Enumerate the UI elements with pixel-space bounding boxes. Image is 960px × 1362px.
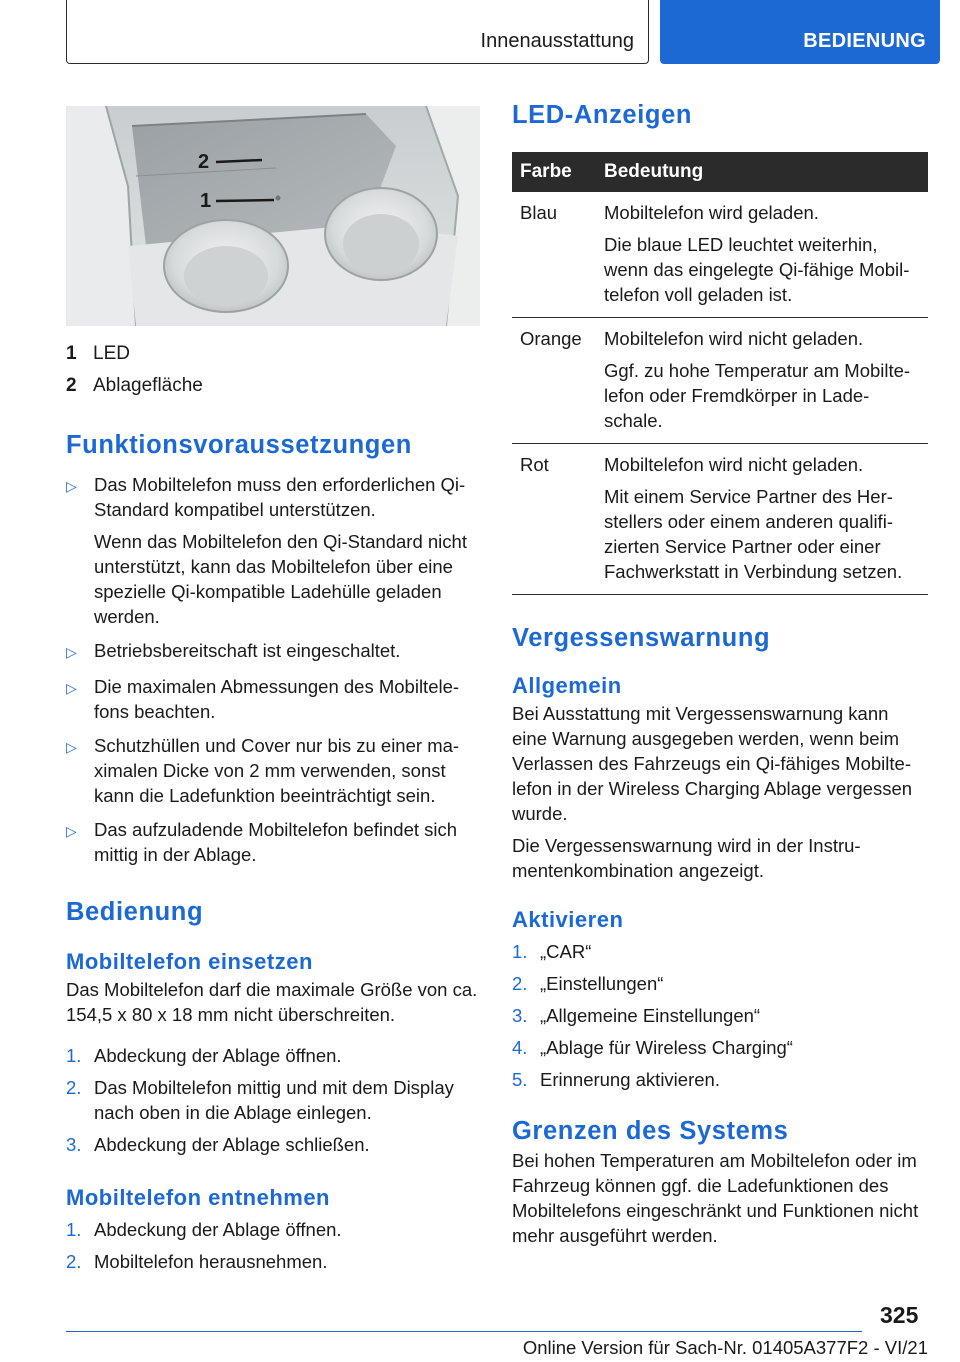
right-column [512,98,928,1248]
table-cell-meaning [596,444,928,595]
charging-tray-illustration [66,106,480,326]
step-text: Abdeckung der Ablage öffnen. [94,1045,342,1066]
table-cell-color: Orange [512,318,596,444]
meaning-line: Ggf. zu hohe Temperatur am Mobiltelefon oder Fremdkörper in Ladeschale. [604,360,911,431]
step-text: „Einstellungen“ [540,973,664,994]
list-item [66,472,480,629]
table-cell-color: Rot [512,444,596,595]
heading-grenzen-des-systems: Grenzen des Systems [512,1117,789,1145]
triangle-bullet-icon: ▷ [66,823,77,839]
list-item [66,638,480,665]
body-paragraph: Die Vergessenswarnung wird in der Instrumentenkombination angezeigt. [512,835,861,881]
body-paragraph: Bei hohen Temperaturen am Mobiltelefon oder im Fahrzeug können ggf. die Ladefunktionen des Mobiltelefons eingeschränkt und Funktionen nicht mehr ausgeführt werden. [512,1150,919,1246]
table-row [512,444,928,595]
step-number: 3. [512,1005,528,1026]
step-number: 1. [512,941,528,962]
step-text: Abdeckung der Ablage schließen. [94,1134,370,1155]
list-item [512,939,928,964]
callout-label: 2 [198,151,210,173]
step-text: Erinnerung aktivieren. [540,1069,720,1090]
table-row [512,192,928,318]
header-chapter-title: BEDIENUNG [803,30,926,52]
step-text: Das Mobiltelefon mittig und mit dem Display nach oben in die Ablage einlegen. [94,1077,454,1123]
step-text: Mobiltelefon herausnehmen. [94,1251,328,1272]
caption-number: 1 [66,343,77,364]
charging-tray-photo [66,106,480,326]
insert-steps-list [66,1043,480,1157]
step-number: 3. [66,1134,82,1155]
heading-bedienung: Bedienung [66,898,204,926]
step-number: 5. [512,1069,528,1090]
list-item-text: Das Mobiltelefon muss den erforderlichen Qi-Standard kompatibel unterstützen. [94,474,466,520]
list-item [66,1217,480,1242]
step-number: 1. [66,1219,82,1240]
left-column [66,338,480,1274]
table-cell-color: Blau [512,192,596,318]
meaning-line: Mobiltelefon wird nicht geladen. [604,328,864,349]
remove-steps-list [66,1217,480,1274]
list-item [66,674,480,724]
heading-allgemein: Allgemein [512,673,622,698]
list-item [66,733,480,808]
list-item [512,1035,928,1060]
meaning-line: Die blaue LED leuchtet weiterhin, wenn das eingelegte Qi-fähige Mobiltelefon voll geladen ist. [604,234,910,305]
list-item-text: Das aufzuladende Mobiltelefon befindet sich mittig in der Ablage. [94,819,458,865]
footer-version-text: Online Version für Sach-Nr. 01405A377F2 - VI/21 [522,1337,928,1358]
table-row [512,318,928,444]
list-item [66,1132,480,1157]
triangle-bullet-icon: ▷ [66,739,77,755]
list-item-text: Die maximalen Abmessungen des Mobiltelefons beachten. [94,676,460,722]
figure-caption [66,338,480,370]
step-text: „Allgemeine Einstellungen“ [540,1005,761,1026]
list-item [512,971,928,996]
heading-aktivieren: Aktivieren [512,907,624,932]
header-section-tab [66,0,649,64]
list-item-text: Schutzhüllen und Cover nur bis zu einer maximalen Dicke von 2 mm verwenden, sonst kann die Ladefunktion beeinträchtigt sein. [94,735,460,806]
meaning-line: Mobiltelefon wird geladen. [604,202,819,223]
list-item-text: Wenn das Mobiltelefon den Qi-Standard nicht unterstützt, kann das Mobiltelefon über eine spezielle Qi-kompatible Ladehülle geladen werden. [94,531,467,627]
list-item-text: Betriebsbereitschaft ist eingeschaltet. [94,640,401,661]
step-number: 2. [66,1077,82,1098]
caption-text: Ablagefläche [93,375,203,396]
list-item [66,1249,480,1274]
heading-mobiltelefon-entnehmen: Mobiltelefon entnehmen [66,1185,330,1210]
led-table [512,152,928,595]
header-chapter-tab [660,0,940,64]
header-section-title: Innenausstattung [480,30,634,52]
figure-caption [66,370,480,402]
list-item [66,1075,480,1125]
meaning-line: Mobiltelefon wird nicht geladen. [604,454,864,475]
list-item [512,1067,928,1092]
step-number: 4. [512,1037,528,1058]
column-header-farbe: Farbe [512,152,596,192]
heading-led-anzeigen: LED-Anzeigen [512,101,693,129]
step-number: 1. [66,1045,82,1066]
meaning-line: Mit einem Service Partner des Herstellers oder einem anderen qualifizierten Service Partner oder einer Fachwerkstatt in Verbindung setzen. [604,486,903,582]
table-cell-meaning [596,192,928,318]
heading-vergessenswarnung: Vergessenswarnung [512,624,771,652]
heading-mobiltelefon-einsetzen: Mobiltelefon einsetzen [66,949,313,974]
list-item [66,817,480,867]
footer-divider [66,1331,862,1332]
column-header-bedeutung: Bedeutung [596,152,928,192]
callout-label: 1 [200,190,212,212]
step-text: „CAR“ [540,941,592,962]
table-cell-meaning [596,318,928,444]
triangle-bullet-icon: ▷ [66,644,77,660]
triangle-bullet-icon: ▷ [66,478,77,494]
list-item [66,1043,480,1068]
step-number: 2. [512,973,528,994]
step-text: „Ablage für Wireless Charging“ [540,1037,793,1058]
activate-steps-list [512,939,928,1092]
triangle-bullet-icon: ▷ [66,680,77,696]
table-header-row [512,152,928,192]
list-item [512,1003,928,1028]
body-paragraph: Bei Ausstattung mit Vergessenswarnung kann eine Warnung ausgegeben werden, wenn beim Verlassen des Fahrzeugs ein Qi-fähiges Mobiltelefon in der Wireless Charging Ablage vergessen wurde. [512,703,913,824]
requirements-list [66,472,480,867]
caption-number: 2 [66,375,77,396]
page-number: 325 [880,1302,919,1328]
step-number: 2. [66,1251,82,1272]
heading-funktionsvoraussetzungen: Funktionsvoraussetzungen [66,431,412,459]
caption-text: LED [93,343,130,364]
insert-intro-text: Das Mobiltelefon darf die maximale Größe von ca. 154,5 x 80 x 18 mm nicht überschreiten. [66,979,478,1025]
step-text: Abdeckung der Ablage öffnen. [94,1219,342,1240]
